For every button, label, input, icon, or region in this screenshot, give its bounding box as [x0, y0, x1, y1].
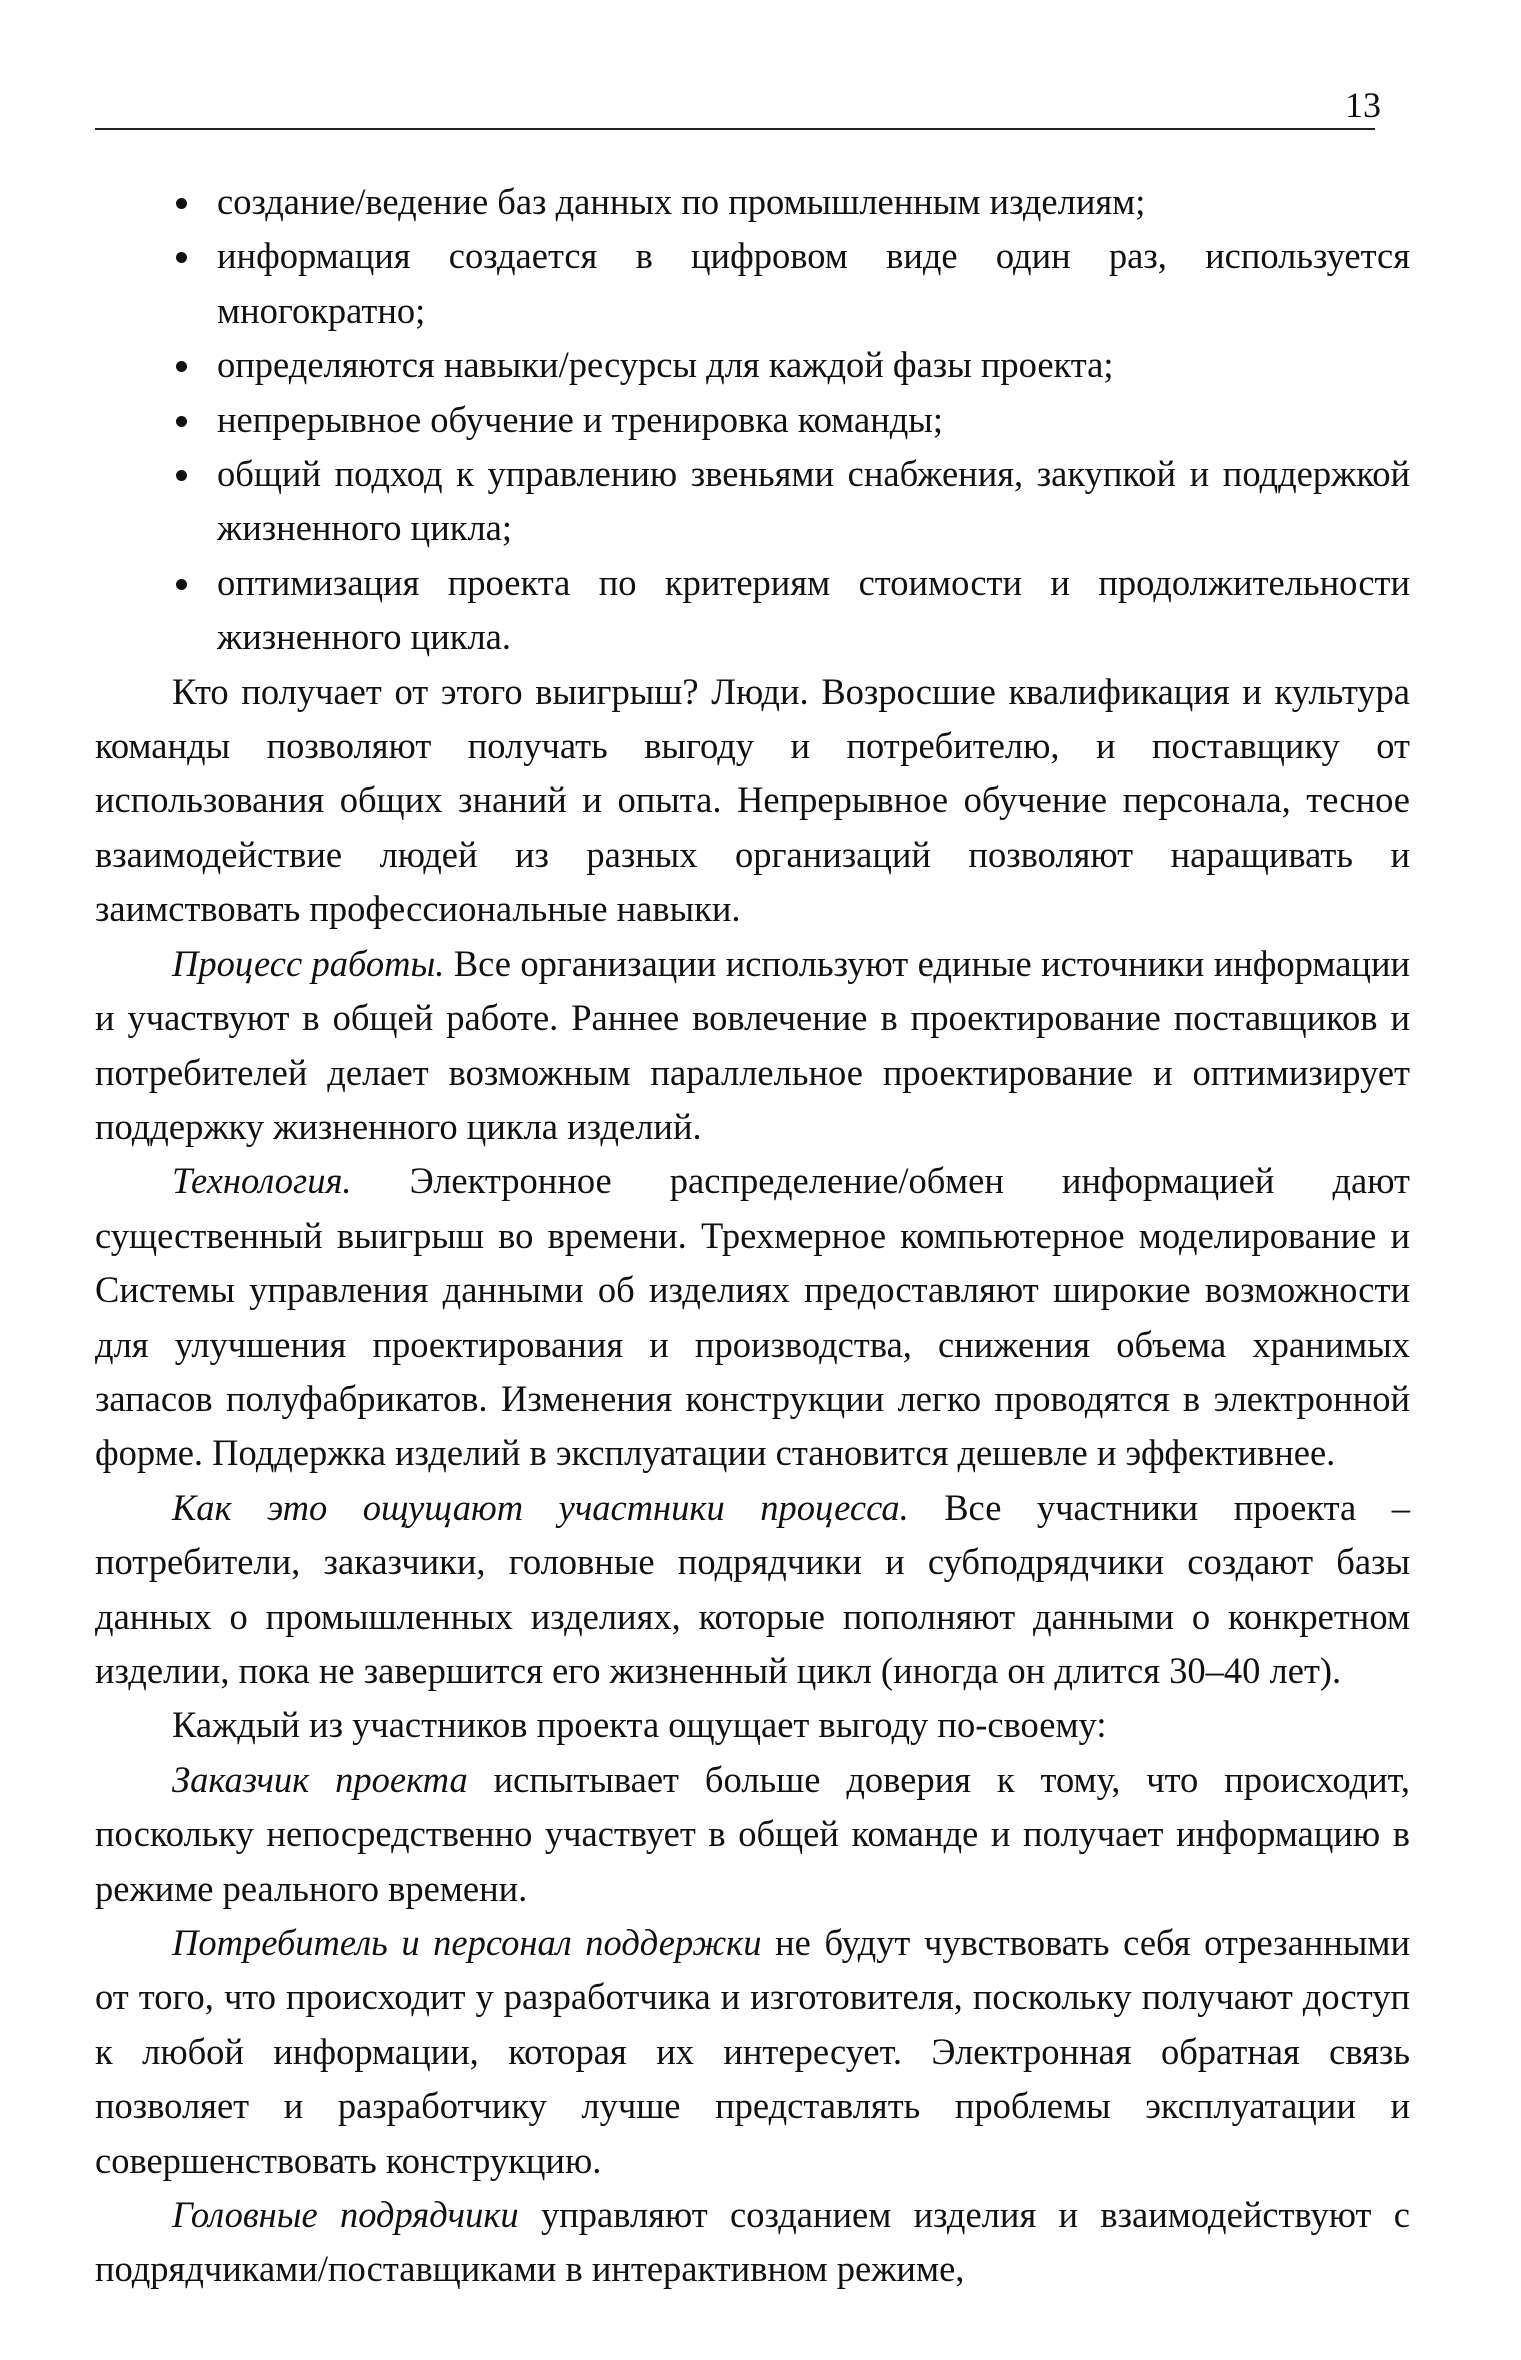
paragraph-work-process — [95, 937, 1410, 1155]
bullet-icon — [176, 416, 187, 427]
paragraph-main-contractors — [95, 2188, 1410, 2297]
paragraph-lead: Головные подрядчики — [172, 2194, 519, 2236]
bullet-text: информация создается в цифровом виде один раз, используется многократно; — [217, 235, 1410, 331]
bullet-icon — [176, 470, 187, 481]
paragraph-lead: Процесс работы. — [172, 942, 445, 984]
paragraph-lead: Как это ощущают участники процесса. — [172, 1486, 909, 1528]
header-rule — [95, 128, 1375, 130]
paragraph-customer — [95, 1753, 1410, 1916]
bullet-item — [95, 175, 1410, 229]
paragraph-text: Все организации используют единые источники информации и участвуют в общей работе. Раннее вовлечение в проектирование поставщиков и потребителей делает возможным параллельное проектирование и оптимизирует поддержку жизненного цикла изделий. — [95, 942, 1411, 1147]
bullet-item — [95, 447, 1410, 556]
bullet-text: создание/ведение баз данных по промышленным изделиям; — [217, 181, 1146, 222]
bullet-icon — [176, 252, 187, 263]
paragraph-text: Каждый из участников проекта ощущает выгоду по-своему: — [172, 1704, 1107, 1746]
paragraph-lead: Потребитель и персонал поддержки — [172, 1922, 762, 1963]
page-number: 13 — [1345, 85, 1381, 125]
paragraph-text: управляют созданием изделия и взаимодействуют с подрядчиками/поставщиками в интерактивном режиме, — [95, 2194, 1410, 2290]
paragraph-text: Кто получает от этого выигрыш? Люди. Возросшие квалификация и культура команды позволяют получать выгоду и потребителю, и поставщику от использования общих знаний и опыта. Непрерывное обучение персонала, тесное взаимодействие людей из разных организаций позволяют наращивать и заимствовать профессиональные навыки. — [95, 670, 1410, 930]
paragraph-participants — [95, 1481, 1410, 1699]
bullet-icon — [176, 579, 187, 590]
bullet-item — [95, 393, 1410, 447]
bullet-icon — [176, 198, 187, 209]
bullet-text: оптимизация проекта по критериям стоимости и продолжительности жизненного цикла. — [217, 561, 1410, 658]
bullet-icon — [176, 361, 187, 372]
bullet-item — [95, 556, 1410, 665]
paragraph-text: Все участники проекта – потребители, заказчики, головные подрядчики и субподрядчики создают базы данных о промышленных изделиях, которые пополняют данными о конкретном изделии, пока не завершится его жизненный цикл (иногда он длится 30–40 лет). — [95, 1486, 1410, 1691]
paragraph-consumer — [95, 1916, 1410, 2188]
paragraph-technology — [95, 1154, 1410, 1480]
paragraph-text: не будут чувствовать себя отрезанными от того, что происходит у разработчика и изготовителя, поскольку получают доступ к любой информации, которая их интересует. Электронная обратная связь позволяет и разработчику лучше представлять проблемы эксплуатации и совершенствовать конструкцию. — [95, 1922, 1410, 2181]
bullet-text: непрерывное обучение и тренировка команды; — [217, 398, 943, 440]
bullet-text: общий подход к управлению звеньями снабжения, закупкой и поддержкой жизненного цикла; — [217, 453, 1410, 549]
paragraph-each-participant — [95, 1698, 1410, 1752]
paragraph-lead: Технология. — [172, 1160, 352, 1202]
bullet-item — [95, 229, 1410, 338]
bullet-item — [95, 338, 1410, 392]
body-text — [95, 175, 1410, 2297]
paragraph-who-benefits — [95, 665, 1410, 937]
paragraph-lead: Заказчик проекта — [172, 1758, 468, 1800]
bullet-text: определяются навыки/ресурсы для каждой фазы проекта; — [217, 344, 1114, 386]
bullet-list — [95, 175, 1410, 665]
paragraph-text: Электронное распределение/обмен информацией дают существенный выигрыш во времени. Трехмерное компьютерное моделирование и Системы управления данными об изделиях предоставляют широкие возможности для улучшения проектирования и производства, снижения объема хранимых запасов полуфабрикатов. Изменения конструкции легко проводятся в электронной форме. Поддержка изделий в эксплуатации становится дешевле и эффективнее. — [95, 1160, 1410, 1474]
paragraph-text: испытывает больше доверия к тому, что происходит, поскольку непосредственно участвует в общей команде и получает информацию в режиме реального времени. — [95, 1758, 1410, 1909]
